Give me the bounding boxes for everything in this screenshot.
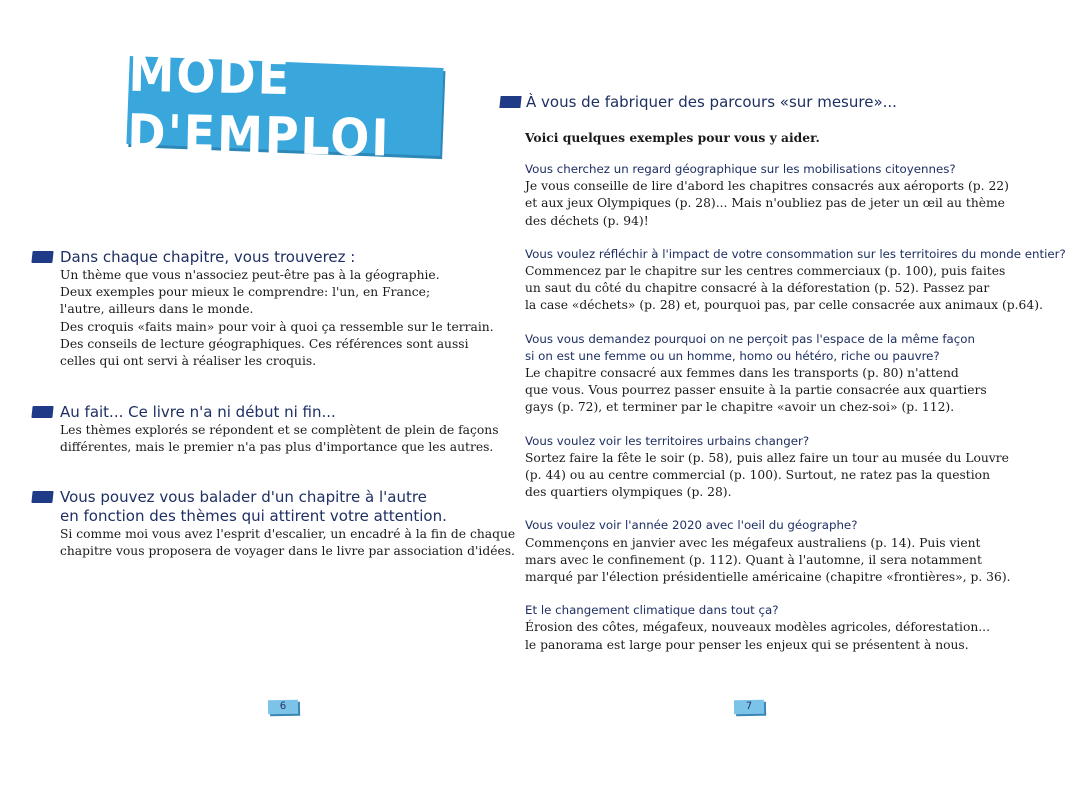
heading-line: À vous de fabriquer des parcours «sur mesure»... xyxy=(526,93,897,111)
question-line: Vous voulez voir l'année 2020 avec l'oeil du géographe? xyxy=(525,518,858,533)
answer-line: Érosion des côtes, mégafeux, nouveaux modèles agricoles, déforestation... xyxy=(525,620,990,635)
page-number: 7 xyxy=(734,700,764,715)
section-heading xyxy=(500,93,897,112)
answer-line: Je vous conseille de lire d'abord les chapitres consacrés aux aéroports (p. 22) xyxy=(525,179,1009,194)
answer-line: Le chapitre consacré aux femmes dans les transports (p. 80) n'attend xyxy=(525,366,959,381)
examples-list xyxy=(525,118,1066,654)
question-line: Vous voulez réfléchir à l'impact de votre consommation sur les territoires du monde entier? xyxy=(525,246,1066,261)
answer-line: marqué par l'élection présidentielle américaine (chapitre «frontières», p. 36). xyxy=(525,570,1011,585)
left-page xyxy=(0,0,516,796)
body-line: Un thème que vous n'associez peut-être pas à la géographie. xyxy=(60,268,440,282)
body-line: chapitre vous proposera de voyager dans le livre par association d'idées. xyxy=(60,544,515,559)
answer-line: que vous. Vous pourrez passer ensuite à la partie consacrée aux quartiers xyxy=(525,383,987,398)
intro-text: Voici quelques exemples pour vous y aider. xyxy=(525,130,820,145)
question-line: si on est une femme ou un homme, homo ou hétéro, riche ou pauvre? xyxy=(525,348,940,363)
heading-line: Vous pouvez vous balader d'un chapitre à l'autre xyxy=(60,488,427,506)
section-heading xyxy=(32,403,499,422)
custom-paths-section xyxy=(500,93,897,112)
body-line: Des conseils de lecture géographiques. Ces références sont aussi xyxy=(60,336,469,351)
body-line: Les thèmes explorés se répondent et se complètent de plein de façons xyxy=(60,423,499,437)
example-block xyxy=(525,433,1066,502)
section-no-beginning-no-end xyxy=(32,403,499,456)
example-block xyxy=(525,246,1066,315)
question-line: Vous vous demandez pourquoi on ne perçoit pas l'espace de la même façon xyxy=(525,331,975,346)
example-block xyxy=(525,602,1066,654)
answer-line: le panorama est large pour penser les enjeux qui se présentent à nous. xyxy=(525,637,969,652)
question-line: Vous cherchez un regard géographique sur les mobilisations citoyennes? xyxy=(525,162,956,176)
body-line: Si comme moi vous avez l'esprit d'escalier, un encadré à la fin de chaque xyxy=(60,527,516,541)
heading-marker xyxy=(499,96,521,108)
answer-line: la case «déchets» (p. 28) et, pourquoi pas, par celle consacrée aux animaux (p.64). xyxy=(525,298,1043,313)
page-number: 6 xyxy=(268,700,298,715)
section-heading xyxy=(32,488,515,526)
heading-marker xyxy=(31,491,53,503)
example-block xyxy=(525,161,1066,230)
section-heading xyxy=(32,248,494,267)
answer-line: des quartiers olympiques (p. 28). xyxy=(525,485,732,500)
heading-line: Au fait... Ce livre n'a ni début ni fin... xyxy=(60,403,336,421)
answer-line: des déchets (p. 94)! xyxy=(525,213,649,228)
answer-line: et aux jeux Olympiques (p. 28)... Mais n'oubliez pas de jeter un œil au thème xyxy=(525,196,1005,211)
body-line: différentes, mais le premier n'a pas plus d'importance que les autres. xyxy=(60,440,494,455)
heading-line: Dans chaque chapitre, vous trouverez : xyxy=(60,248,356,266)
answer-line: gays (p. 72), et terminer par le chapitre «avoir un chez-soi» (p. 112). xyxy=(525,400,955,415)
answer-line: un saut du côté du chapitre consacré à la déforestation (p. 52). Passez par xyxy=(525,281,990,296)
page-title: MODE D'EMPLOI xyxy=(126,43,392,168)
answer-line: Commençons en janvier avec les mégafeux australiens (p. 14). Puis vient xyxy=(525,535,981,550)
answer-line: mars avec le confinement (p. 112). Quant à l'automne, il sera notamment xyxy=(525,552,982,567)
answer-line: (p. 44) ou au centre commercial (p. 100). Surtout, ne ratez pas la question xyxy=(525,468,990,483)
answer-line: Sortez faire la fête le soir (p. 58), puis allez faire un tour au musée du Louvre xyxy=(525,450,1009,465)
heading-line: en fonction des thèmes qui attirent votre attention. xyxy=(60,507,447,525)
body-line: celles qui ont servi à réaliser les croquis. xyxy=(60,354,317,369)
answer-line: Commencez par le chapitre sur les centres commerciaux (p. 100), puis faites xyxy=(525,264,1006,279)
section-in-each-chapter xyxy=(32,248,494,370)
example-block xyxy=(525,331,1066,417)
body-line: Deux exemples pour mieux le comprendre: l'un, en France; xyxy=(60,285,431,300)
body-line: l'autre, ailleurs dans le monde. xyxy=(60,302,254,317)
body-line: Des croquis «faits main» pour voir à quoi ça ressemble sur le terrain. xyxy=(60,319,494,334)
example-block xyxy=(525,517,1066,586)
heading-marker xyxy=(31,251,53,263)
question-line: Et le changement climatique dans tout ça? xyxy=(525,603,779,618)
section-wander-chapters xyxy=(32,488,515,560)
heading-marker xyxy=(31,406,53,418)
title-banner xyxy=(126,43,443,168)
right-page xyxy=(500,0,1066,796)
question-line: Vous voulez voir les territoires urbains changer? xyxy=(525,433,810,448)
